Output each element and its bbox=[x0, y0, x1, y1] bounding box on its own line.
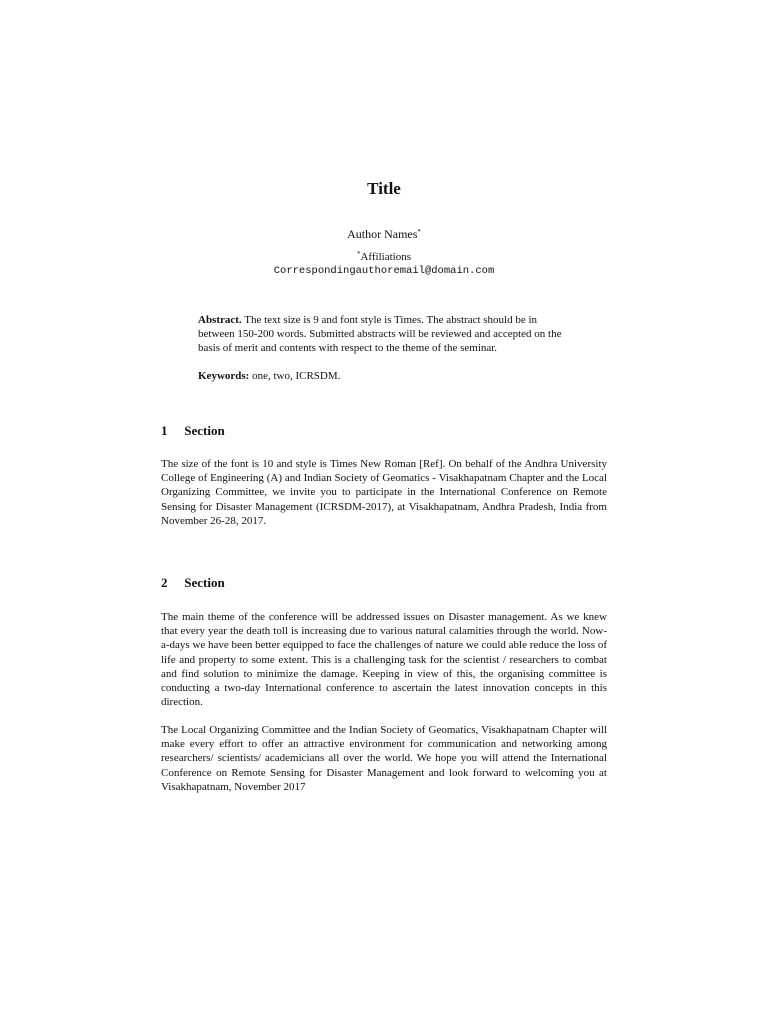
abstract bbox=[198, 313, 573, 355]
section-2-paragraph-2: The Local Organizing Committee and the Indian Society of Geomatics, Visakhapatnam Chapter will make every effort to offer an attractive environment for communication and networking among researchers/ scientists/ academicians all over the world. We hope you will attend the International Conference on Remote Sensing for Disaster Management and look forward to welcoming you at Visakhapatnam, November 2017 bbox=[161, 724, 607, 793]
keywords bbox=[198, 369, 573, 383]
section-2-title: Section bbox=[184, 575, 225, 590]
author-names bbox=[0, 226, 768, 242]
keywords-label: Keywords: bbox=[198, 370, 250, 382]
section-2-number: 2 bbox=[161, 575, 168, 590]
affiliations-text: Affiliations bbox=[360, 251, 411, 263]
section-1-paragraph: The size of the font is 10 and style is Times New Roman [Ref]. On behalf of the Andhra University College of Engineering (A) and Indian Society of Geomatics - Visakhapatnam Chapter and the Local Organizing Committee, we invite you to participate in the International Conference on Remote Sensing for Disaster Management (ICRSDM-2017), at Visakhapatnam, Andhra Pradesh, India from November 26-28, 2017. bbox=[161, 458, 607, 527]
author-names-text: Author Names bbox=[347, 227, 418, 241]
keywords-text: one, two, ICRSDM. bbox=[252, 370, 341, 382]
section-2-paragraph-1: The main theme of the conference will be addressed issues on Disaster management. As we knew that every year the death toll is increasing due to various natural calamities through the world. Now-a-days we have been better equipped to face the challenges of nature we could able reduce the loss of life and property to some extent. This is a challenging task for the scientist / researchers to combat and find solution to minimize the damage. Keeping in view of this, the organising committee is conducting a two-day International conference to ascertain the latest innovation concepts in this direction. bbox=[161, 611, 607, 709]
paper-title: Title bbox=[367, 179, 401, 198]
abstract-text: The text size is 9 and font style is Times. The abstract should be in between 150-200 words. Submitted abstracts will be reviewed and accepted on the basis of merit and contents with respect to the theme of the seminar. bbox=[198, 314, 562, 354]
section-2-heading bbox=[161, 574, 225, 592]
section-1-heading bbox=[161, 422, 225, 440]
affiliation-mark: * bbox=[356, 250, 361, 258]
section-1-title: Section bbox=[184, 423, 225, 438]
author-mark: * bbox=[417, 228, 421, 236]
affiliations bbox=[0, 250, 768, 264]
section-1-number: 1 bbox=[161, 423, 168, 438]
corresponding-email: Correspondingauthoremail@domain.com bbox=[273, 265, 495, 277]
abstract-label: Abstract. bbox=[198, 314, 242, 326]
